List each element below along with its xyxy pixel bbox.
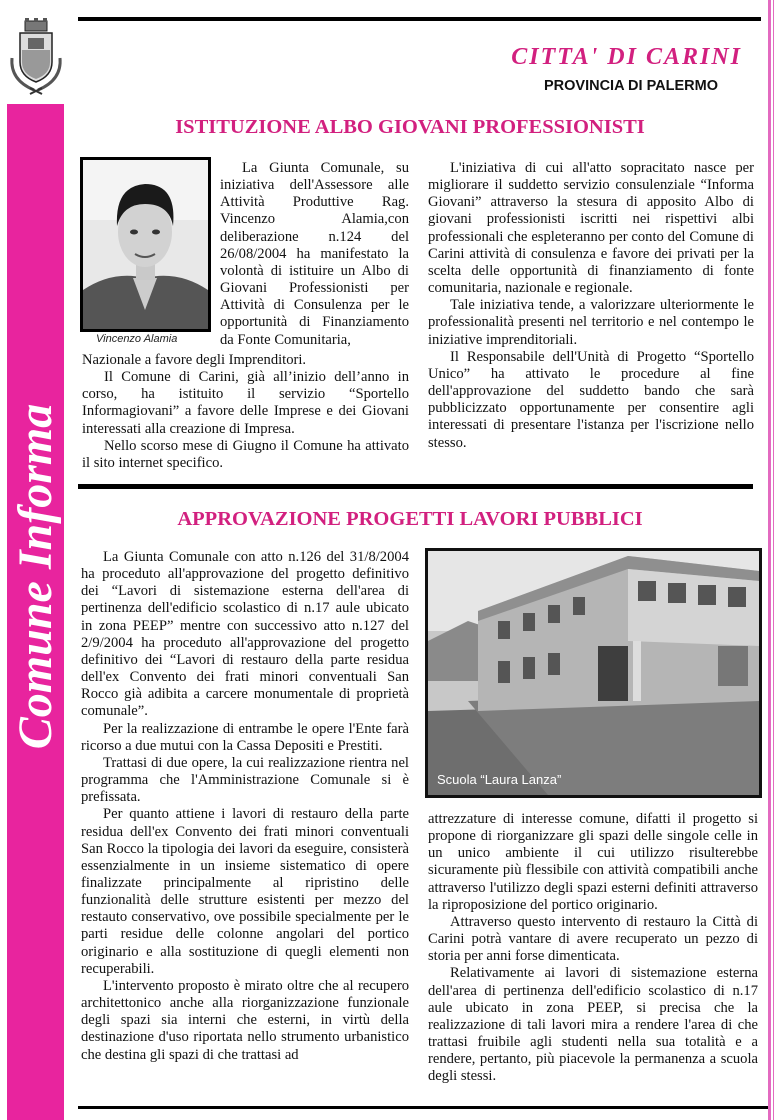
paragraph: Relativamente ai lavori di sistemazione esterna dell'area di pertinenza dell'edificio scolastico di n.17 aule ubicato in zona PEEP, si precisa che la realizzazione di tali lavori mira a rendere l'area di che trattasi fruibile agli studenti nella sua totalità e a rendere, pertanto, più piacevole la permanenza a scuola degli stessi. — [428, 965, 758, 1085]
paragraph: L'intervento proposto è mirato oltre che al recupero architettonico anche alla riorganizzazione funzionale degli spazi sia interni che esterni, in virtù della destinazione d'uso riportata nello strumento urbanistico che destina gli spazi di che trattasi ad — [81, 977, 409, 1063]
school-building-image — [428, 551, 759, 795]
top-rule — [78, 17, 761, 21]
paragraph: Attraverso questo intervento di restauro la Città di Carini potrà vantare di avere recuperato un pezzo di storia per anni forse dimenticata. — [428, 913, 758, 965]
section-divider — [78, 484, 753, 489]
school-photo-caption: Scuola “Laura Lanza” — [437, 772, 562, 787]
right-border-line — [768, 0, 771, 1120]
paragraph: L'iniziativa di cui all'atto sopracitato nasce per migliorare il suddetto servizio consulenziale “Informa Giovani” attraverso la stesura di apposito Albo di giovani professionisti iscritti nei rispettivi albi professionali che espleteranno per conto del Comune di Carini attività di consulenza e favore dei privati per la scelta delle opportunità di finanziamento di fonte comunitaria, nazionale e regionale. — [428, 160, 754, 297]
paragraph: La Giunta Comunale con atto n.126 del 31/8/2004 ha proceduto all'approvazione del progetto definitivo dei “Lavori di sistemazione esterna dell'area di pertinenza dell'edificio scolastico di n.17 aule ubicato in zona PEEP” mentre con successivo atto n.127 del 2/9/2004 ha proceduto all'approvazione del progetto definitivo dei “Lavori di restauro della parte residua dell'ex Convento dei frati minori conventuali San Rocco già adibita a carcere monumentale di proprietà comunale”. — [81, 549, 409, 720]
paragraph: La Giunta Comunale, su iniziativa dell'Assessore alle Attività Produttive Rag. Vincenzo Alamia,con deliberazione n.124 del 26/08/2004 ha manifestato la volontà di istituire un Albo di Giovani Professionisti per Attività di Consulenza per le opportunità di Finanziamento da Fonte Comunitaria, — [220, 160, 409, 348]
paragraph: Nazionale a favore degli Imprenditori. — [82, 352, 307, 368]
paragraph: Il Comune di Carini, già all’inizio dell’anno in corso, ha istituito il servizio “Sportello Informagiovani” a favore delle Imprese e dei Giovani interessati alla creazione di Impresa. — [82, 369, 409, 437]
sidebar-title: Comune Informa — [9, 403, 63, 750]
article-headline: APPROVAZIONE PROGETTI LAVORI PUBBLICI — [177, 508, 643, 530]
bottom-rule — [78, 1106, 768, 1109]
portrait-photo — [80, 157, 211, 332]
paragraph: attrezzature di interesse comune, difatti il progetto si propone di riorganizzare gli spazi delle singole celle in un unico ambiente il cui utilizzo risulterebbe sicuramente più flessibile con attività compatibili anche attraverso l'utilizzo degli spazi esterni definiti attraverso la riproposizione del portico originario. — [428, 811, 758, 913]
paragraph: Trattasi di due opere, la cui realizzazione rientra nel programma che l'Amministrazione Comunale si è prefissata. — [81, 754, 409, 806]
coat-of-arms-icon — [6, 18, 66, 96]
article-text-column — [428, 811, 758, 1086]
province-name: PROVINCIA DI PALERMO — [543, 78, 718, 94]
paragraph: Il Responsabile dell'Unità di Progetto “Sportello Unico” ha attivato le procedure al fine dell'approvazione del suddetto bando che sarà pubblicizzato opportunamente per consentire agli interessati di presentare l'istanza per l'iscrizione nello stesso. — [428, 348, 754, 451]
portrait-caption: Vincenzo Alamia — [96, 333, 178, 345]
paragraph: Per quanto attiene i lavori di restauro della parte residua dell'ex Convento dei frati minori conventuali San Rocco la tipologia dei lavori da eseguire, consisterà essenzialmente in un insieme sistematico di opere finalizzate principalmente al ripristino delle funzionalità delle strutture esistenti per mezzo del restauto conservativo, ove possibile specialmente per le parti residue delle colonne angolari del portico originario e alla sostituzione di quegli elementi non recuperabili. — [81, 806, 409, 977]
article-text-column — [428, 160, 754, 452]
city-name: CITTA' DI CARINI — [511, 44, 742, 70]
article-text-column — [220, 160, 409, 349]
paragraph: Per la realizzazione di entrambe le opere l'Ente farà ricorso a due mutui con la Cassa Depositi e Prestiti. — [81, 720, 409, 754]
paragraph: Tale iniziativa tende, a valorizzare ulteriormente le professionalità presenti nel territorio e nel contempo le iniziative imprenditoriali. — [428, 297, 754, 348]
right-border-line-thin — [773, 0, 774, 1120]
school-photo — [425, 548, 762, 798]
paragraph: Nello scorso mese di Giugno il Comune ha attivato il sito internet specifico. — [82, 437, 409, 471]
article-text-column — [82, 352, 409, 472]
sidebar-title-container — [7, 104, 64, 764]
article-text-column — [81, 549, 409, 1064]
portrait-image — [83, 160, 208, 329]
article-headline: ISTITUZIONE ALBO GIOVANI PROFESSIONISTI — [175, 116, 645, 138]
